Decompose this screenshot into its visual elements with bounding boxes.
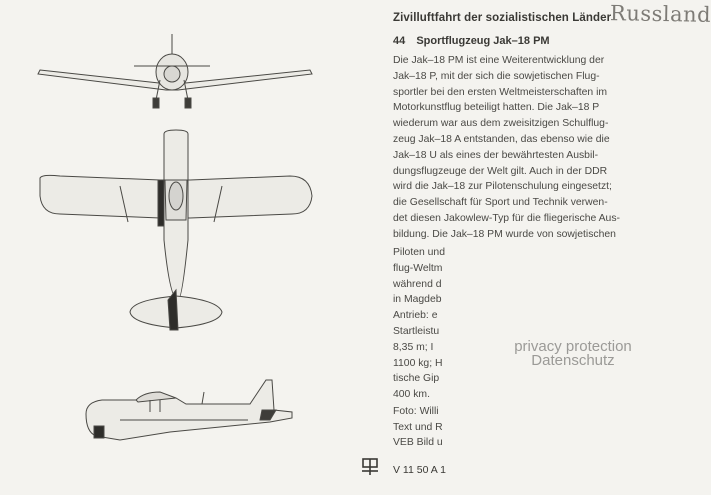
description-line: wird die Jak–18 zur Pilotenschulung eingesetzt; (393, 181, 612, 193)
truncated-line: tische Gip (393, 373, 440, 385)
publisher-logo-icon (360, 456, 380, 476)
description-line: Jak–18 U als eines der bewährtesten Ausbil- (393, 149, 599, 161)
side-view-drawing (86, 380, 292, 440)
truncated-line: Antrieb: e (393, 310, 438, 322)
credit-line: Foto: Willi (393, 406, 439, 417)
truncated-line: flug-Weltm (393, 262, 443, 274)
description-line: Motorkunstflug beteiligt hatten. Die Jak–18 P (393, 102, 600, 114)
description-text (393, 53, 651, 243)
top-view-drawing (40, 130, 312, 330)
plane-heading (393, 35, 550, 47)
catalog-number: V 11 50 A 1 (393, 464, 446, 476)
description-line: det diesen Jakowlew-Typ für die fliegerische Aus- (393, 212, 620, 224)
watermark-line-2: Datenschutz (531, 352, 615, 369)
description-line: dungsflugzeuge der Welt gilt. Auch in der DDR (393, 165, 608, 177)
privacy-watermark (500, 340, 646, 368)
watermark-line-1: privacy protection (514, 338, 632, 355)
description-line: bildung. Die Jak–18 PM wurde von sowjetischen (393, 228, 616, 240)
front-view-drawing (38, 34, 312, 108)
plane-number: 44 (393, 35, 406, 47)
description-line: sportler bei den ersten Weltmeisterschaften im (393, 86, 608, 98)
truncated-line: Startleistu (393, 325, 440, 337)
description-line: Die Jak–18 PM ist eine Weiterentwicklung der (393, 55, 605, 66)
description-line: Jak–18 P, mit der sich die sowjetischen Flug- (393, 70, 600, 82)
truncated-line: 400 km. (393, 389, 430, 401)
truncated-line: in Magdeb (393, 294, 442, 306)
credits (393, 404, 449, 451)
series-title: Zivilluftfahrt der sozialistischen Länder (393, 12, 612, 24)
description-line: wiederum war aus dem zweisitzigen Schulflug- (393, 118, 609, 130)
truncated-line: während d (393, 278, 442, 290)
truncated-line: 8,35 m; I (393, 341, 434, 353)
handwritten-note: Russland (609, 1, 711, 27)
credit-line: Text und R (393, 421, 443, 433)
description-line: die Gesellschaft für Sport und Technik verwen- (393, 197, 608, 209)
truncated-text (393, 245, 455, 403)
description-line: zeug Jak–18 A entstanden, das ebenso wie die (393, 133, 610, 145)
plane-title: Sportflugzeug Jak–18 PM (416, 35, 550, 47)
credit-line: VEB Bild u (393, 437, 443, 448)
truncated-line: Piloten und (393, 247, 445, 258)
truncated-line: 1100 kg; H (393, 357, 443, 369)
